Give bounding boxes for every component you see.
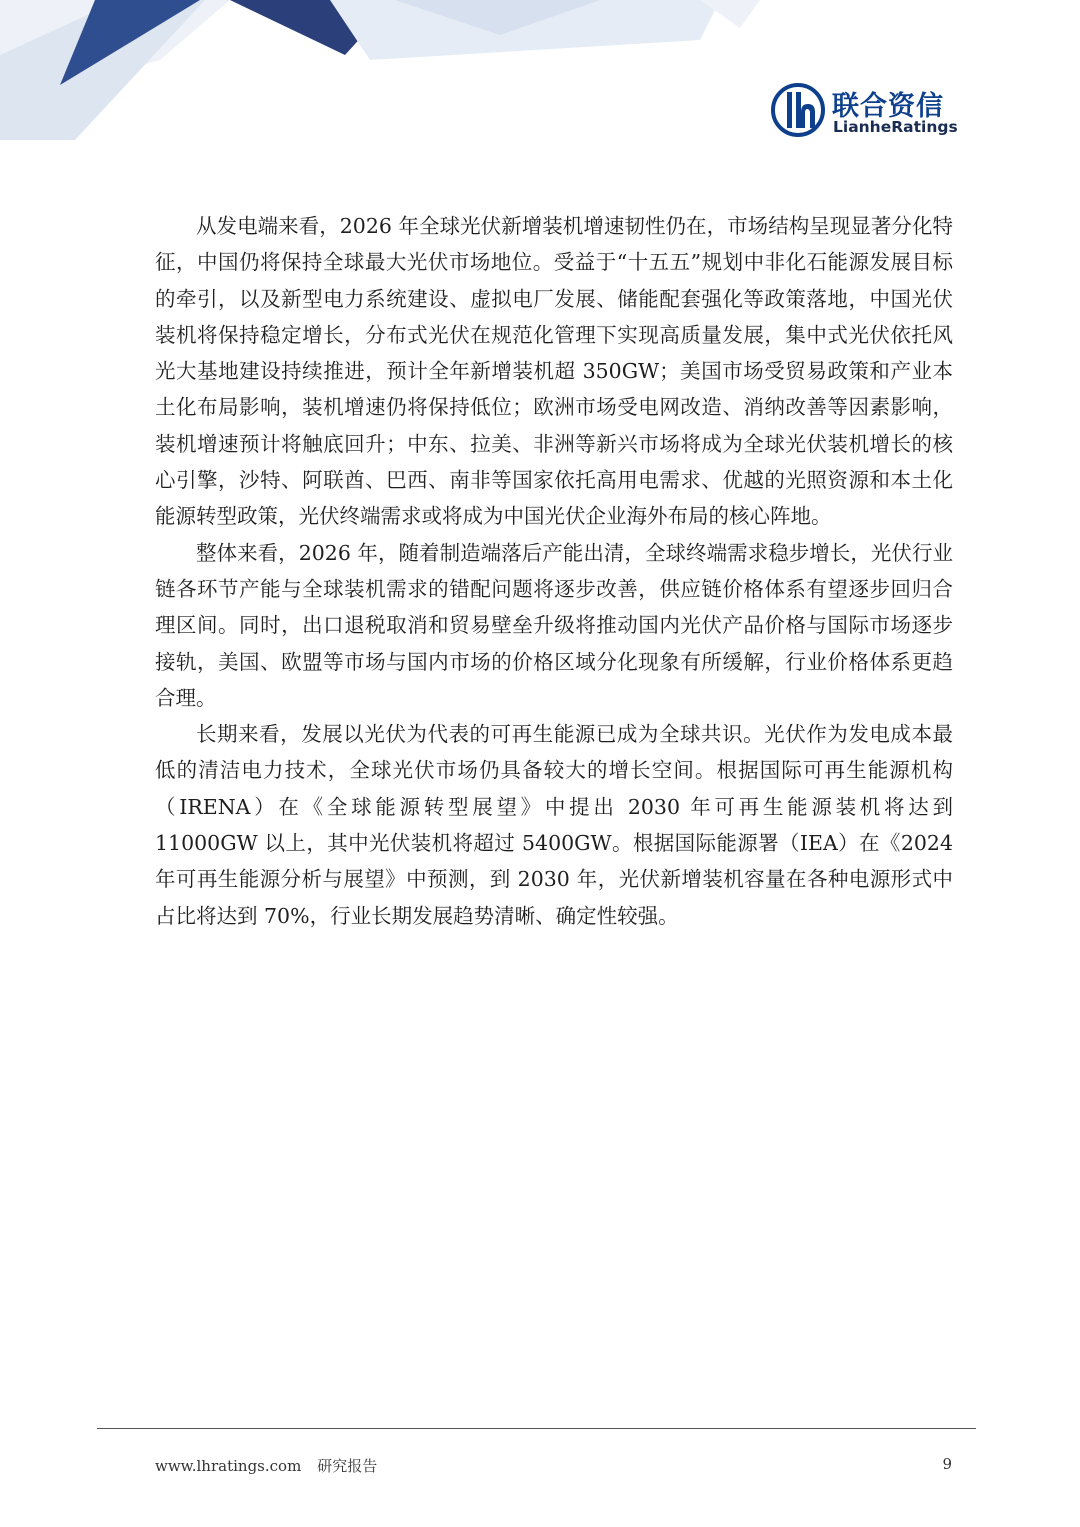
page-number: 9 <box>942 1455 952 1473</box>
footer-website-link[interactable]: www.lhratings.com <box>155 1457 302 1475</box>
paragraph-3: 长期来看，发展以光伏为代表的可再生能源已成为全球共识。光伏作为发电成本最低的清洁电力技术，全球光伏市场仍具备较大的增长空间。根据国际可再生能源机构（IRENA）在《全球能源转型展望》中提出 2030 年可再生能源装机将达到 11000GW 以上，其中光伏装机将超过 5400GW。根据国际能源署（IEA）在《2024 年可再生能源分析与展望》中预测，到 2030 年，光伏新增装机容量在各种电源形式中占比将达到 70%，行业长期发展趋势清晰、确定性较强。 <box>155 722 953 928</box>
body-text <box>155 208 953 934</box>
paragraph-2: 整体来看，2026 年，随着制造端落后产能出清，全球终端需求稳步增长，光伏行业链各环节产能与全球装机需求的错配问题将逐步改善，供应链价格体系有望逐步回归合理区间。同时，出口退税取消和贸易壁垒升级将推动国内光伏产品价格与国际市场逐步接轨，美国、欧盟等市场与国内市场的价格区域分化现象有所缓解，行业价格体系更趋合理。 <box>155 540 953 710</box>
logo-english-name: LianheRatings <box>833 118 958 136</box>
footer-doc-type: 研究报告 <box>317 1457 378 1475</box>
footer-divider <box>97 1428 976 1429</box>
company-logo <box>770 82 970 142</box>
paragraph-1: 从发电端来看，2026 年全球光伏新增装机增速韧性仍在，市场结构呈现显著分化特征，中国仍将保持全球最大光伏市场地位。受益于“十五五”规划中非化石能源发展目标的牵引，以及新型电力系统建设、虚拟电厂发展、储能配套强化等政策落地，中国光伏装机将保持稳定增长，分布式光伏在规范化管理下实现高质量发展，集中式光伏依托风光大基地建设持续推进，预计全年新增装机超 350GW；美国市场受贸易政策和产业本土化布局影响，装机增速仍将保持低位；欧洲市场受电网改造、消纳改善等因素影响，装机增速预计将触底回升；中东、拉美、非洲等新兴市场将成为全球光伏装机增长的核心引擎，沙特、阿联酋、巴西、南非等国家依托高用电需求、优越的光照资源和本土化能源转型政策，光伏终端需求或将成为中国光伏企业海外布局的核心阵地。 <box>155 214 953 529</box>
logo-chinese-name: 联合资信 <box>832 91 944 122</box>
footer-info <box>155 1455 377 1476</box>
lianhe-logo-icon <box>770 82 826 138</box>
